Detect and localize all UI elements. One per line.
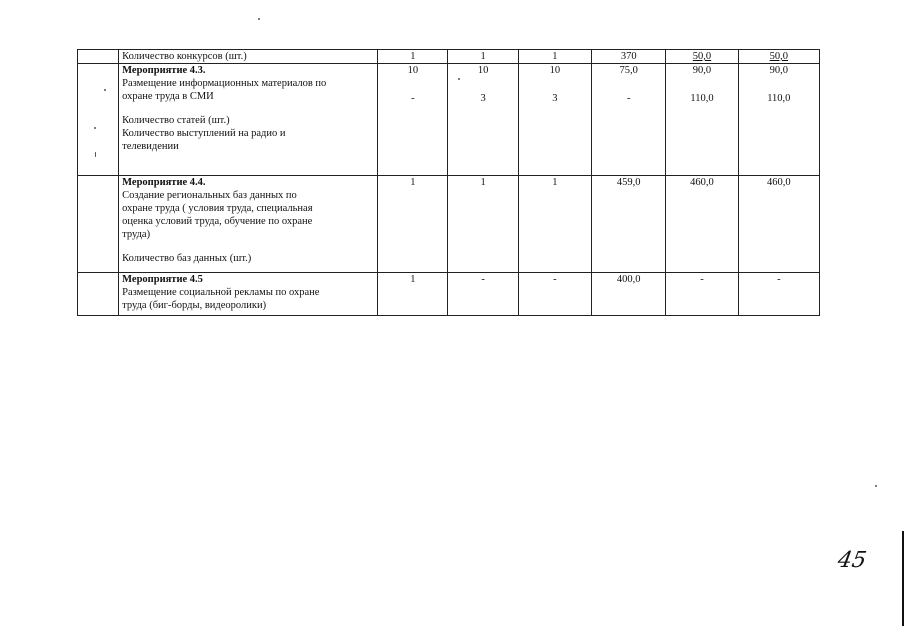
margin-bar (902, 531, 904, 626)
indicator-label: Количество баз данных (шт.) (122, 253, 252, 264)
value-cell: 10 3 (448, 64, 518, 176)
value-cell: 1 (518, 50, 591, 64)
description-line: труда) (122, 229, 151, 240)
measures-table (77, 49, 820, 316)
measure-title: Мероприятие 4.4. (122, 177, 206, 188)
table-row (78, 64, 820, 176)
value-cell: 90,0 110,0 (666, 64, 738, 176)
page-number: 45 (835, 548, 869, 573)
scan-speck (458, 78, 460, 80)
value-cell: 1 (378, 273, 448, 316)
description-line: охране труда ( условия труда, специальная (122, 203, 313, 214)
description-line: Размещение информационных материалов по (122, 78, 327, 89)
scan-speck (104, 89, 106, 91)
description-line: труда (биг-борды, видеоролики) (122, 300, 267, 311)
value-cell: 1 (518, 176, 591, 273)
row-index-cell (78, 176, 119, 273)
scan-speck (95, 152, 96, 157)
indicator-label: Количество статей (шт.) (122, 115, 230, 126)
row-index-cell (78, 64, 119, 176)
scan-speck (94, 127, 96, 129)
measure-title: Мероприятие 4.5 (122, 274, 203, 285)
description-line: оценка условий труда, обучение по охране (122, 216, 313, 227)
row-index-cell (78, 273, 119, 316)
value-cell: 460,0 (666, 176, 738, 273)
value-cell: 1 (378, 50, 448, 64)
indicator-label: телевидении (122, 141, 179, 152)
value-cell: 10 - (378, 64, 448, 176)
description-line: Размещение социальной рекламы по охране (122, 287, 320, 298)
value-cell: 1 (448, 176, 518, 273)
measure-description (119, 64, 378, 176)
measure-description (119, 273, 378, 316)
scan-speck (875, 485, 877, 487)
value-cell: 460,0 (738, 176, 819, 273)
row-label: Количество конкурсов (шт.) (119, 50, 378, 64)
value-cell: 90,0 110,0 (738, 64, 819, 176)
indicator-label: Количество выступлений на радио и (122, 128, 286, 139)
table-row (78, 176, 820, 273)
description-line: Создание региональных баз данных по (122, 190, 297, 201)
measure-description (119, 176, 378, 273)
table-row (78, 50, 820, 64)
value-cell: 1 (378, 176, 448, 273)
value-cell: - (448, 273, 518, 316)
value-cell: 50,0 (666, 50, 738, 64)
value-cell: 75,0 - (592, 64, 666, 176)
value-cell: - (666, 273, 738, 316)
value-cell: - (738, 273, 819, 316)
value-cell: 459,0 (592, 176, 666, 273)
description-line: охране труда в СМИ (122, 91, 214, 102)
value-cell: 50,0 (738, 50, 819, 64)
value-cell: 10 3 (518, 64, 591, 176)
value-cell: - (518, 273, 591, 316)
value-cell: 400,0 (592, 273, 666, 316)
measure-title: Мероприятие 4.3. (122, 65, 206, 76)
value-cell: 1 (448, 50, 518, 64)
value-cell: 370 (592, 50, 666, 64)
row-index-cell (78, 50, 119, 64)
scan-speck (258, 18, 260, 20)
table-row (78, 273, 820, 316)
